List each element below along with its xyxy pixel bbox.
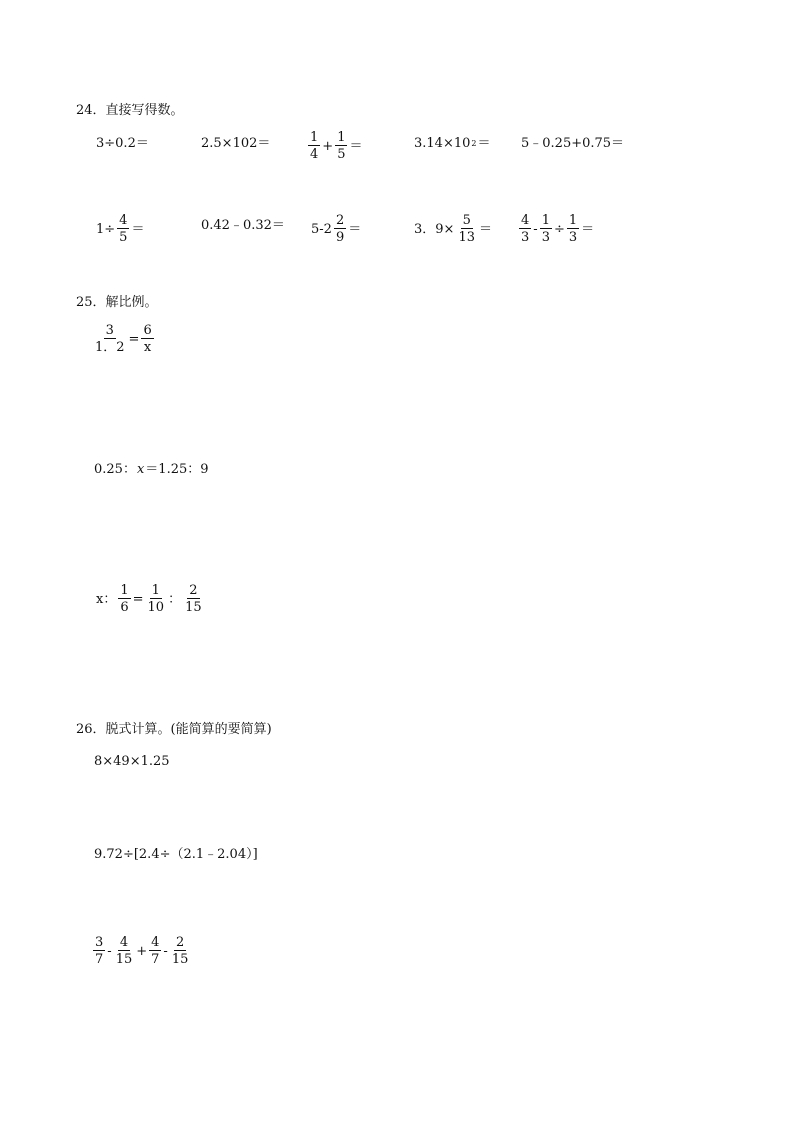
equals: ＝ bbox=[581, 221, 595, 237]
q24-item-7: 0.42﹣0.32＝ bbox=[201, 218, 285, 233]
prefix: 0.25： bbox=[94, 462, 136, 477]
operator: + bbox=[322, 138, 334, 154]
q24-item-4 bbox=[414, 137, 491, 150]
q25-proportion-1 bbox=[92, 324, 155, 354]
equals: ＝ bbox=[349, 138, 363, 154]
equals: ＝ bbox=[478, 221, 492, 237]
q24-item-9 bbox=[414, 214, 492, 244]
operator: - bbox=[533, 221, 538, 237]
fraction: $\frac{2}{9}$ bbox=[335, 213, 345, 245]
equals: = bbox=[128, 331, 140, 347]
q24-item-8 bbox=[311, 214, 361, 244]
exponent: 2 bbox=[471, 138, 477, 148]
equals: ＝ bbox=[131, 221, 145, 237]
q25-proportion-3 bbox=[96, 584, 205, 614]
q25-title: 25．解比例。 bbox=[76, 295, 158, 310]
fraction: $\frac{1}{6}$ bbox=[120, 583, 129, 615]
fraction: $\frac{2}{15}$ bbox=[185, 583, 202, 615]
prefix: x： bbox=[96, 591, 117, 607]
equals: ＝ bbox=[348, 221, 362, 237]
q24-item-5: 5﹣0.25+0.75＝ bbox=[521, 136, 625, 151]
equals: = bbox=[132, 591, 144, 607]
fraction: $\frac{4}{5}$ bbox=[119, 213, 128, 245]
fraction: $\frac{1}{3}$ bbox=[568, 213, 578, 245]
q24-item-2: 2.5×102＝ bbox=[201, 136, 271, 151]
fraction: $\frac{4}{7}$ bbox=[151, 935, 160, 967]
fraction: $\frac{6}{x}$ bbox=[143, 323, 152, 355]
fraction: $\frac{4}{3}$ bbox=[521, 213, 530, 245]
q26-expression-3 bbox=[92, 936, 191, 966]
operator: - bbox=[163, 943, 168, 959]
equals: ＝ bbox=[477, 136, 491, 151]
q24-item-3 bbox=[307, 131, 362, 161]
fraction: $\frac{1}{10}$ bbox=[147, 583, 165, 615]
fraction: $\frac{4}{15}$ bbox=[115, 935, 133, 967]
prefix: 5-2 bbox=[311, 221, 332, 237]
q24-item-10 bbox=[518, 214, 594, 244]
fraction: $\frac{1}{3}$ bbox=[541, 213, 550, 245]
operator: + bbox=[136, 943, 148, 959]
fraction: $\frac{2}{15}$ bbox=[171, 935, 189, 967]
fraction: $\frac{1}{4}$ bbox=[310, 130, 319, 162]
q26-expression-1: 8×49×1.25 bbox=[94, 754, 170, 769]
q24-item-6 bbox=[96, 214, 144, 244]
suffix: ＝1.25：9 bbox=[145, 462, 209, 477]
q26-title: 26．脱式计算。(能简算的要简算) bbox=[76, 722, 272, 737]
prefix: 3．9× bbox=[414, 221, 455, 237]
q24-title: 24．直接写得数。 bbox=[76, 103, 184, 118]
fraction: $\frac{3}{1.2}$ bbox=[95, 323, 125, 355]
base-text: 3.14×10 bbox=[414, 136, 471, 151]
operator: - bbox=[107, 943, 112, 959]
fraction: $\frac{1}{5}$ bbox=[337, 130, 346, 162]
fraction: $\frac{3}{7}$ bbox=[95, 935, 104, 967]
prefix: 1÷ bbox=[96, 221, 116, 237]
colon: ： bbox=[168, 591, 182, 607]
operator: ÷ bbox=[553, 221, 565, 237]
fraction: $\frac{5}{13}$ bbox=[458, 213, 475, 245]
q25-proportion-2 bbox=[94, 463, 209, 476]
variable: x bbox=[136, 462, 145, 477]
q24-item-1: 3÷0.2＝ bbox=[96, 136, 149, 151]
q26-expression-2: 9.72÷[2.4÷（2.1﹣2.04）] bbox=[94, 847, 258, 862]
